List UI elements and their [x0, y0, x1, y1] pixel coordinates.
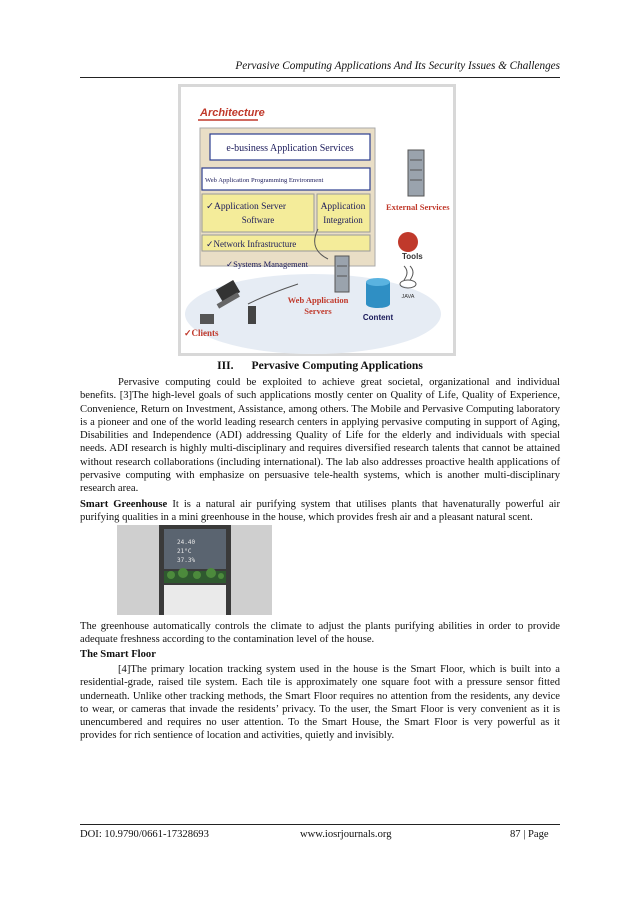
paragraph-greenhouse — [80, 498, 560, 525]
tools-icon — [398, 232, 418, 252]
web-server-icon — [335, 256, 349, 292]
smart-floor-heading: The Smart Floor — [80, 649, 156, 660]
footer-page-number: 87 | Page — [510, 829, 549, 840]
java-label: JAVA — [401, 294, 415, 300]
footer-website: www.iosrjournals.org — [300, 829, 392, 840]
paragraph-smart-floor: [4]The primary location tracking system used in the house is the Smart Floor, which is built into a residential-grade, raised tile system. Each tile is approximately one square foot with a pressure sensor fitted underneath. Unlike other tracking methods, the Smart Floor requires no attention from the residents, any device to wear, or cameras that invade the residents’ privacy. To the user, the Smart Floor is very convenient as it is unencumbered and requires no user attention. To the Smart House, the Smart Floor is very powerful as it provides for rich sentience of location and activities, quietly and invisibly. — [80, 664, 560, 742]
clients-label: ✓Clients — [184, 328, 219, 338]
reading-1: 24.40 — [177, 539, 196, 546]
footer-rule — [80, 824, 560, 825]
greenhouse-heading: Smart Greenhouse — [80, 499, 168, 510]
figure-title: Architecture — [200, 107, 265, 119]
header-rule — [80, 77, 560, 78]
web-servers-label-1: Web Application — [287, 295, 349, 305]
paragraph-applications: Pervasive computing could be exploited to achieve great societal, organizational and individual benefits. [3]The high-level goals of such applications mostly center on Quality of Life, Quality of Experience, Convenience, Return on Investment, Assistance, among others. The Mobile and Pervasive Computing laboratory is a pioneer and one of the world leading research centers in applying pervasive computing in support of Aging, Disabilities and Independence (ADI) addressing Quality of Life for the elderly and individuals with special needs. ADI research is highly multi-disciplinary and requires diversified research talents that cannot be attained without research collaborations (including international). The lab also addresses proactive health applications of pervasive computing with emphasize on persuasive tele-health systems, which is another multi-disciplinary research area. — [80, 377, 560, 495]
ebusiness-label: e-business Application Services — [226, 143, 354, 154]
architecture-figure — [178, 84, 456, 356]
app-server-box — [202, 194, 314, 232]
footer-doi: DOI: 10.9790/0661-17328693 — [80, 829, 209, 840]
app-integration-label-2: Integration — [323, 215, 363, 225]
paragraph-greenhouse-control: The greenhouse automatically controls the climate to adjust the plants purifying abilities in order to provide adequate freshness according to the contamination level of the house. — [80, 621, 560, 646]
app-server-label-2: Software — [241, 215, 275, 225]
app-server-label-1: ✓Application Server — [206, 202, 286, 212]
section-heading — [80, 359, 560, 372]
reading-3: 37.3% — [177, 557, 196, 564]
content-label: Content — [362, 313, 394, 322]
greenhouse-base — [164, 585, 226, 615]
tools-label: Tools — [402, 252, 423, 261]
network-label: ✓Network Infrastructure — [206, 239, 297, 249]
greenhouse-photo — [117, 525, 272, 615]
section-number: III. — [217, 359, 234, 372]
external-server-icon — [408, 150, 424, 196]
webapi-label: Web Application Programming Environment — [205, 177, 324, 184]
running-header: Pervasive Computing Applications And Its Security Issues & Challenges — [235, 60, 560, 72]
greenhouse-text: It is a natural air purifying system that utilises plants that havenaturally powerful air purifying qualities in a mini greenhouse in the house, which provides fresh air and a pleasant natural scent. — [80, 499, 560, 524]
external-services-label: External Services — [386, 202, 450, 212]
app-integration-label-1: Application — [320, 202, 366, 212]
section-title: Pervasive Computing Applications — [251, 359, 423, 372]
content-database-icon — [366, 278, 390, 308]
reading-2: 21°C — [177, 548, 192, 555]
phone-icon — [248, 306, 256, 324]
pda-icon — [200, 314, 214, 324]
web-servers-label-2: Servers — [304, 306, 332, 316]
app-integration-box — [317, 194, 370, 232]
systems-label: ✓Systems Management — [226, 259, 308, 269]
